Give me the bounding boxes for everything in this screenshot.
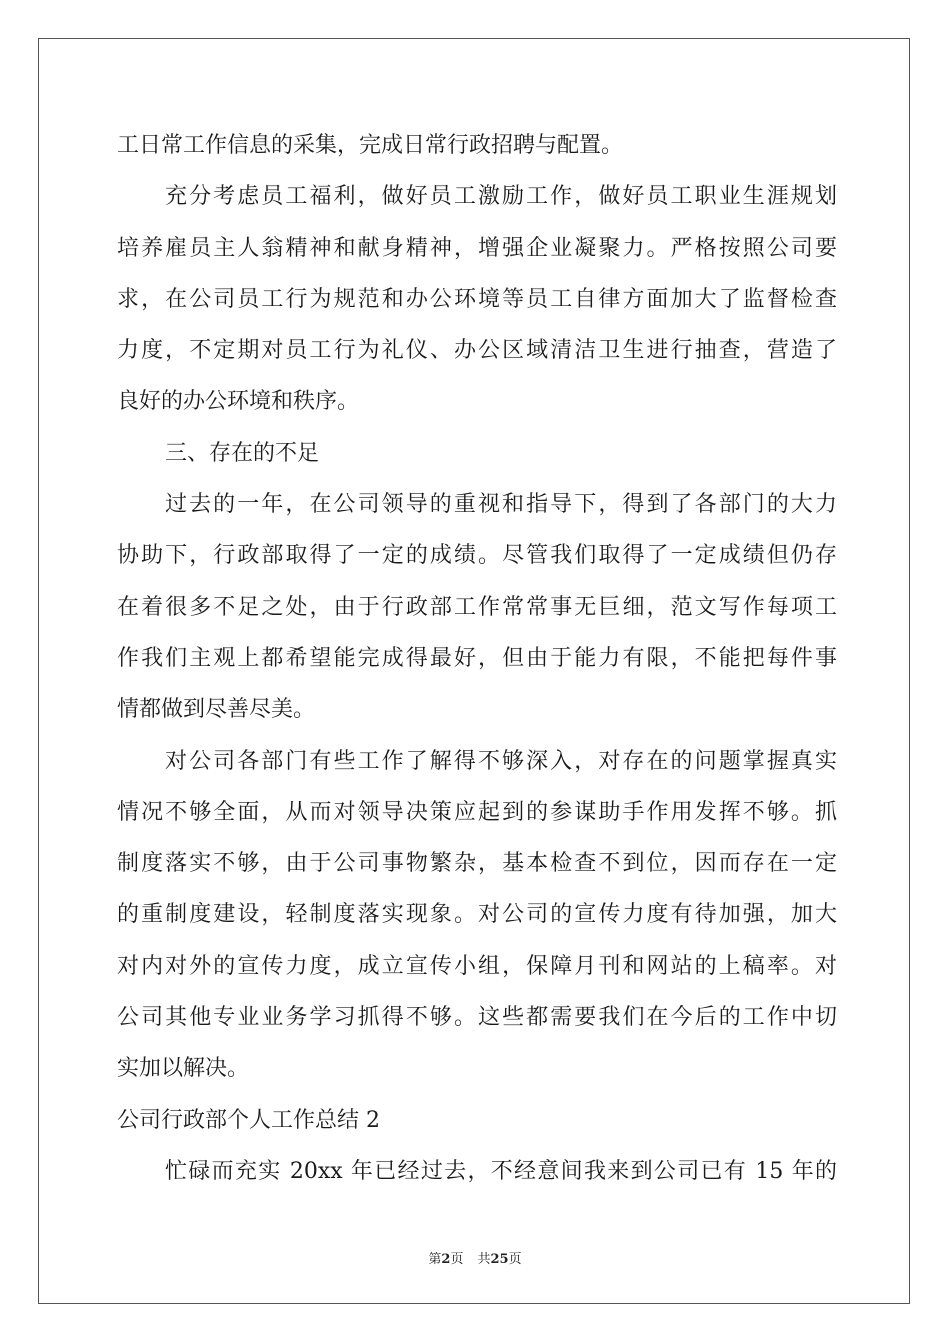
text-line: 作我们主观上都希望能完成得最好，但由于能力有限，不能把每件事	[117, 645, 837, 671]
text-line: 实加以解决。	[117, 1056, 250, 1082]
text-line: 培养雇员主人翁精神和献身精神，增强企业凝聚力。严格按照公司要	[117, 235, 837, 261]
document-title: 公司行政部个人工作总结 2	[117, 1107, 380, 1133]
text-line: 对公司各部门有些工作了解得不够深入，对存在的问题掌握真实	[165, 748, 837, 774]
page-number: 2	[441, 1252, 451, 1267]
text-line: 制度落实不够，由于公司事物繁杂，基本检查不到位，因而存在一定	[117, 851, 837, 877]
page-suffix: 页	[450, 1252, 464, 1267]
text-line: 良好的办公环境和秩序。	[117, 389, 360, 415]
total-suffix: 页	[508, 1252, 522, 1267]
text-line: 协助下，行政部取得了一定的成绩。尽管我们取得了一定成绩但仍存	[117, 543, 837, 569]
page-footer	[0, 1248, 950, 1267]
text-line: 情况不够全面，从而对领导决策应起到的参谋助手作用发挥不够。抓	[117, 799, 837, 825]
text-line: 公司其他专业业务学习抓得不够。这些都需要我们在今后的工作中切	[117, 1005, 837, 1031]
section-heading: 三、存在的不足	[165, 440, 320, 466]
text-line: 对内对外的宣传力度，成立宣传小组，保障月刊和网站的上稿率。对	[117, 953, 837, 979]
text-line: 情都做到尽善尽美。	[117, 697, 316, 723]
text-line: 过去的一年，在公司领导的重视和指导下，得到了各部门的大力	[165, 492, 837, 518]
text-line: 的重制度建设，轻制度落实现象。对公司的宣传力度有待加强，加大	[117, 902, 837, 928]
text-line: 充分考虑员工福利，做好员工激励工作，做好员工职业生涯规划	[165, 184, 837, 210]
text-line: 忙碌而充实 20xx 年已经过去，不经意间我来到公司已有 15 年的	[165, 1158, 837, 1184]
text-line: 工日常工作信息的采集，完成日常行政招聘与配置。	[117, 133, 624, 158]
document-body	[117, 120, 837, 1197]
page-prefix: 第	[428, 1252, 442, 1267]
text-line: 在着很多不足之处，由于行政部工作常常事无巨细，范文写作每项工	[117, 594, 837, 620]
total-pages: 25	[490, 1252, 509, 1267]
total-prefix: 共	[477, 1252, 491, 1267]
text-line: 求，在公司员工行为规范和办公环境等员工自律方面加大了监督检查	[117, 286, 837, 312]
text-line: 力度，不定期对员工行为礼仪、办公区域清洁卫生进行抽查，营造了	[117, 338, 837, 364]
